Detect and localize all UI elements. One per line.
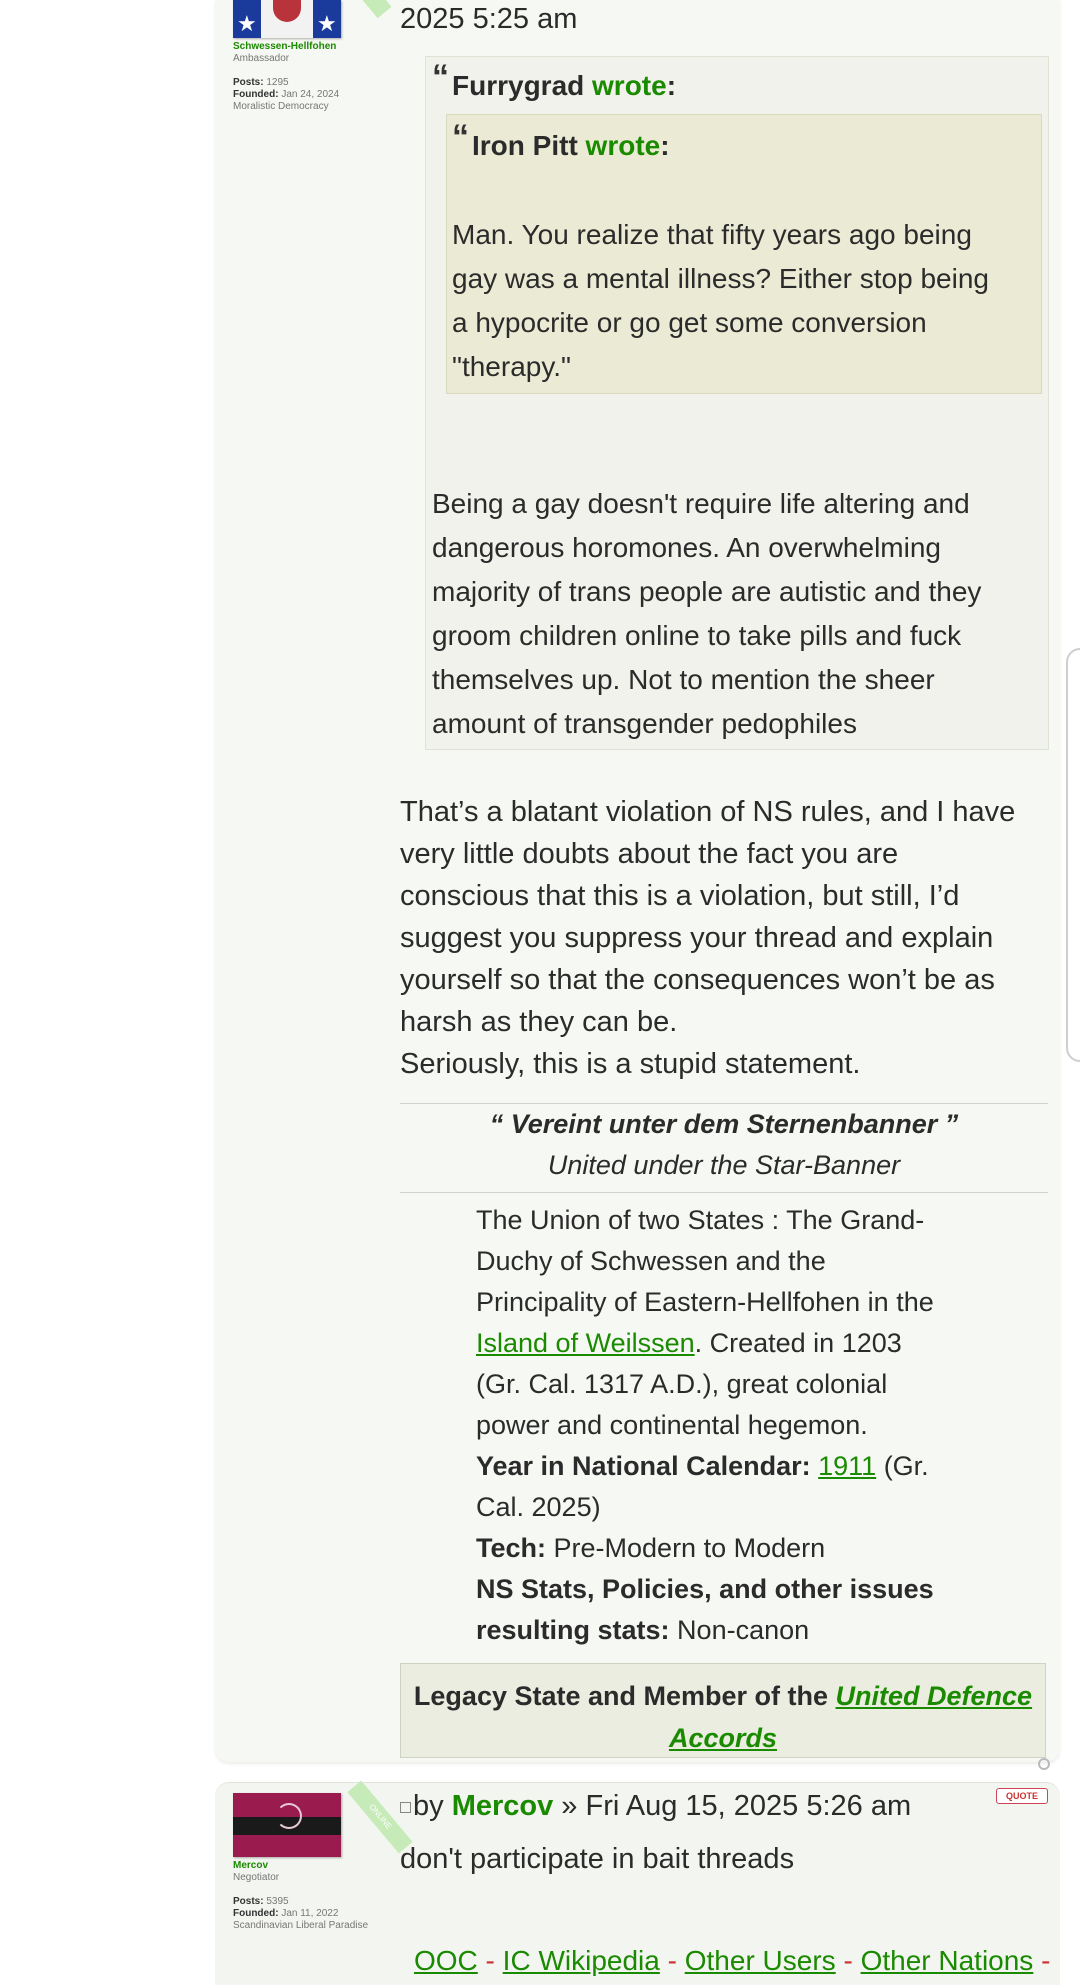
- post-date: » Fri Aug 15, 2025 5:26 am: [553, 1790, 912, 1822]
- quote-mark-icon: “: [452, 118, 469, 156]
- back-to-top-icon[interactable]: [1038, 1758, 1050, 1770]
- user-posts: Posts: 1295: [233, 77, 289, 88]
- post-timestamp: 2025 5:25 am: [400, 3, 578, 35]
- star-icon: ★: [317, 11, 337, 36]
- signature-divider: [400, 1192, 1048, 1193]
- outer-quote-header: Furrygrad wrote:: [452, 70, 677, 101]
- legacy-state-banner: Legacy State and Member of the United Defence Accords: [400, 1663, 1046, 1758]
- signature-divider: [400, 1103, 1048, 1104]
- united-defence-accords-link[interactable]: United Defence: [835, 1681, 1033, 1711]
- united-defence-accords-link[interactable]: Accords: [668, 1723, 778, 1753]
- username-link[interactable]: Mercov: [233, 1860, 269, 1871]
- post-author-link[interactable]: Mercov: [451, 1790, 554, 1822]
- user-founded: Founded: Jan 24, 2024: [233, 89, 340, 100]
- user-posts: Posts: 5395: [233, 1896, 289, 1907]
- ic-wikipedia-link[interactable]: IC Wikipedia: [502, 1945, 660, 1976]
- other-nations-link[interactable]: Other Nations: [860, 1945, 1034, 1976]
- user-rank: Negotiator: [233, 1872, 280, 1883]
- signature-motto-translation: United under the Star-Banner: [547, 1150, 901, 1180]
- post-1-body: That’s a blatant violation of NS rules, and I have very little doubts about the fact you are conscious that this is a violation, but still, I’d suggest you suppress your thread and explain yourself so that the consequences won’t be as harsh as they can be. Seriously, this is a stupid statement.: [400, 796, 1016, 1080]
- star-icon: ★: [237, 11, 257, 36]
- user-rank: Ambassador: [233, 53, 290, 64]
- side-panel-edge[interactable]: [1066, 648, 1080, 1062]
- island-of-weilssen-link[interactable]: Island of Weilssen: [476, 1328, 695, 1358]
- user-avatar-flag[interactable]: [233, 0, 341, 38]
- outer-quote-text: Being a gay doesn't require life altering and dangerous horomones. An overwhelming majority of trans people are autistic and they groom children online to take pills and fuck themselves up. Not to mention the sheer amount of transgender pedophiles: [432, 488, 982, 739]
- username-link[interactable]: Schwessen-Hellfohen: [233, 41, 337, 52]
- outer-quote-wrote-link[interactable]: wrote: [592, 70, 667, 101]
- inner-quote-author[interactable]: Iron Pitt: [472, 130, 578, 161]
- inner-quote-text: Man. You realize that fifty years ago being gay was a mental illness? Either stop being a hypocrite or go get some conversion "therapy.": [452, 219, 989, 382]
- post-2-header: by Mercov » Fri Aug 15, 2025 5:26 am: [400, 1790, 911, 1823]
- other-users-link[interactable]: Other Users: [684, 1945, 836, 1976]
- post-2-profile: [233, 1860, 383, 1932]
- year-1911-link[interactable]: 1911: [818, 1451, 877, 1481]
- signature-description: The Union of two States : The Grand- Duchy of Schwessen and the Principality of Eastern-Hellfohen in the Island of Weilssen. Created in 1203 (Gr. Cal. 1317 A.D.), great colonial power and continental hegemon. Year in National Calendar: 1911 (Gr. Cal. 2025) Tech: Pre-Modern to Modern NS Stats, Policies, and other issues resulting stats: Non-canon: [476, 1205, 934, 1645]
- signature-links: OOC - IC Wikipedia - Other Users - Other Nations -: [414, 1945, 1051, 1976]
- user-government: Scandinavian Liberal Paradise: [233, 1920, 369, 1931]
- user-government: Moralistic Democracy: [233, 101, 329, 112]
- post-1-profile: [233, 41, 383, 113]
- emblem-icon: [276, 1803, 302, 1829]
- quote-button[interactable]: QUOTE: [996, 1788, 1048, 1804]
- signature-motto: “ Vereint unter dem Sternenbanner ”: [489, 1109, 959, 1139]
- inner-quote-header: Iron Pitt wrote:: [472, 130, 670, 161]
- ooc-link[interactable]: OOC: [414, 1945, 478, 1976]
- user-founded: Founded: Jan 11, 2022: [233, 1908, 339, 1919]
- post-2-body: don't participate in bait threads: [400, 1843, 795, 1875]
- outer-quote-author[interactable]: Furrygrad: [452, 70, 585, 101]
- inner-quote-wrote-link[interactable]: wrote: [585, 130, 661, 161]
- quote-mark-icon: “: [432, 58, 449, 96]
- post-link-icon[interactable]: [400, 1802, 411, 1813]
- user-avatar-flag[interactable]: [233, 1793, 341, 1857]
- online-ribbon: ONLINE: [347, 1781, 412, 1854]
